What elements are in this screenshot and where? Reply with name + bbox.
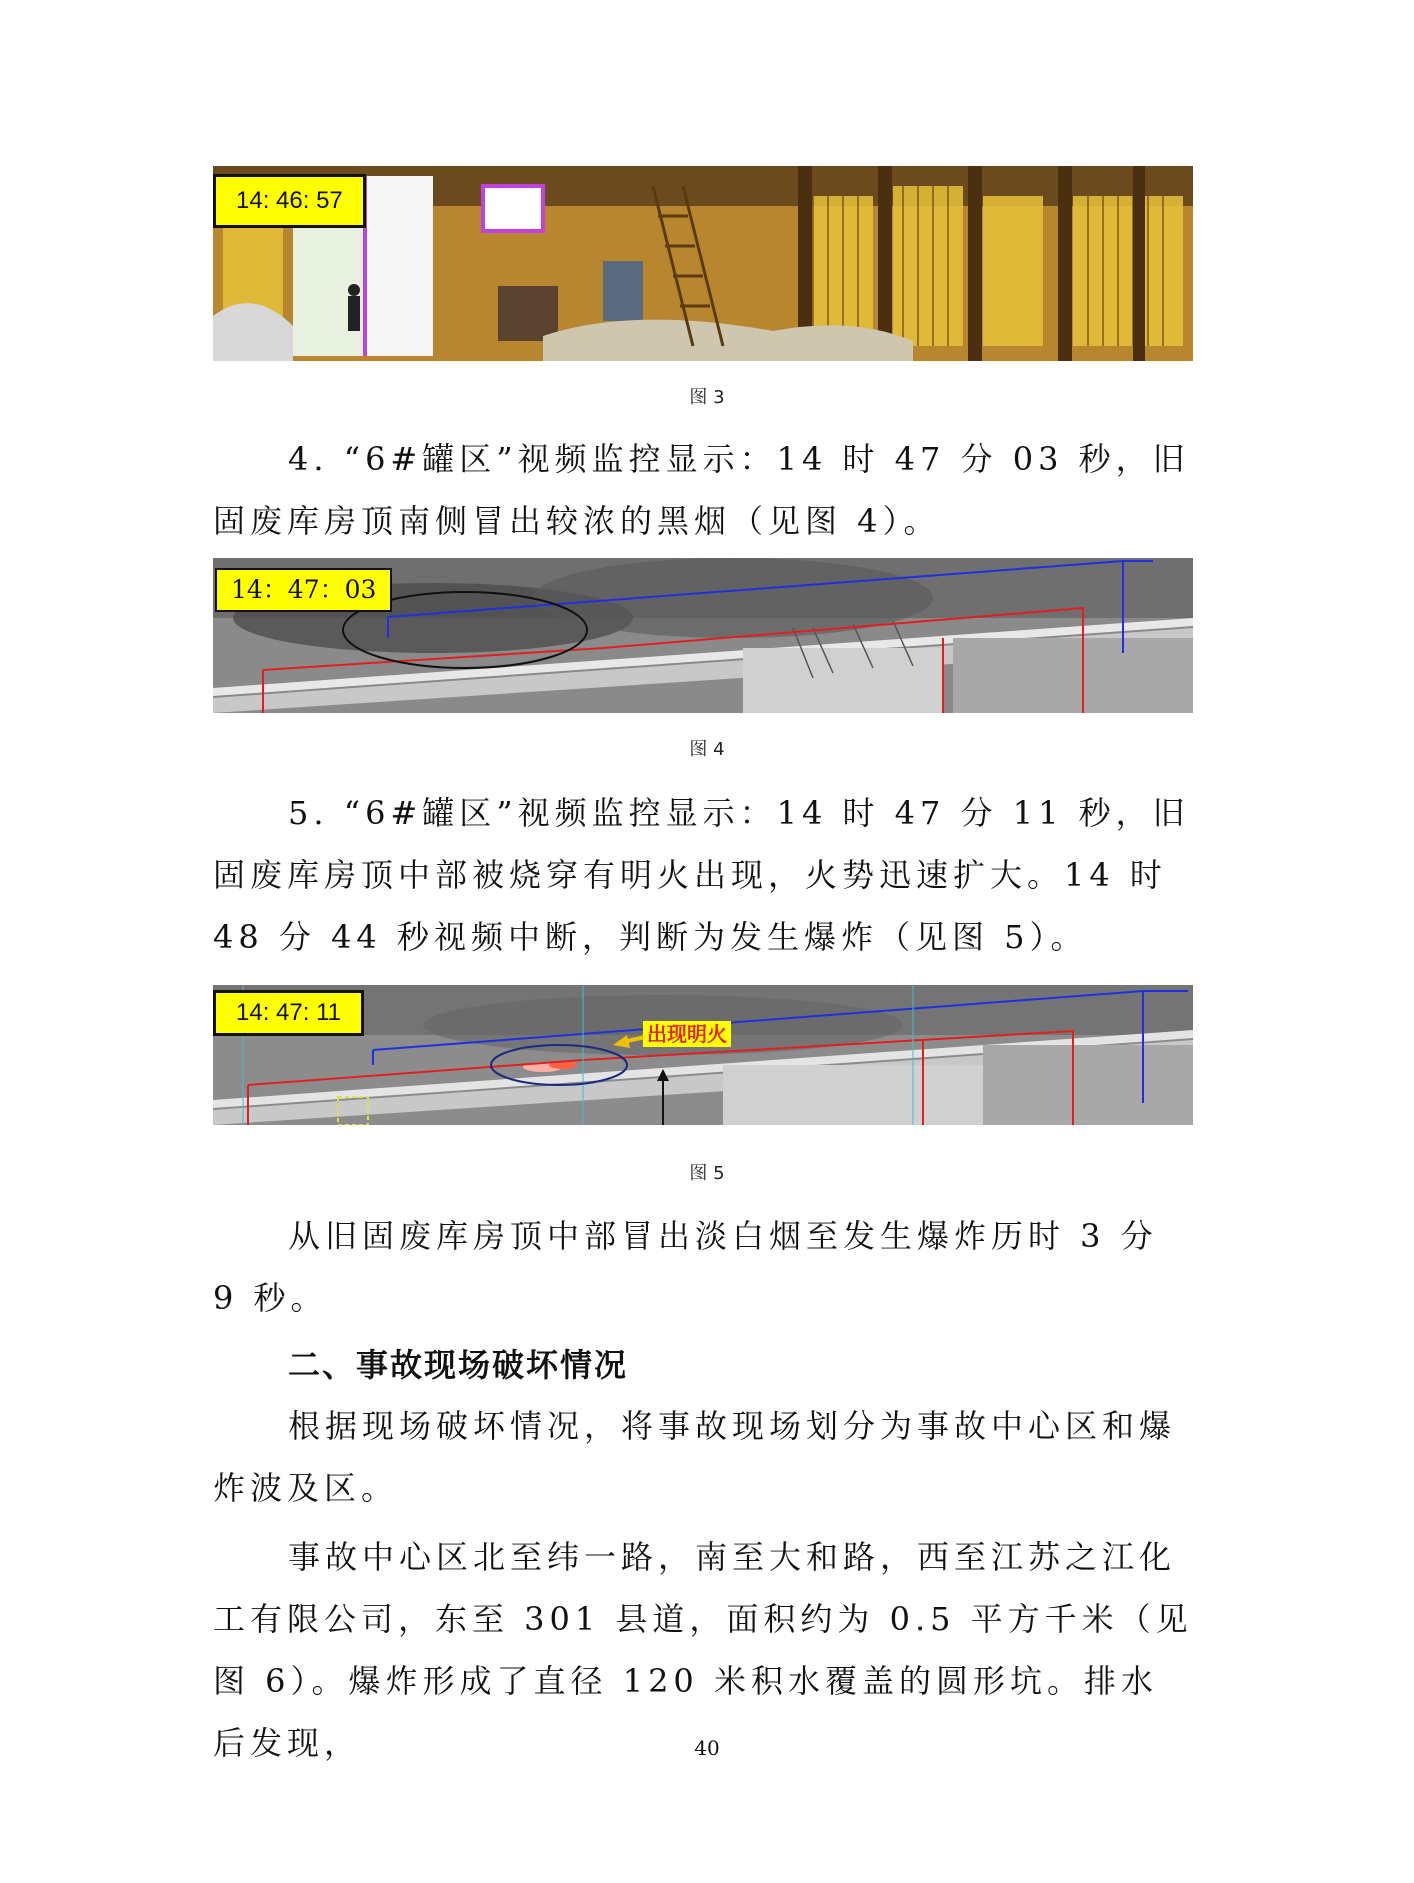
figure-4-photo xyxy=(213,558,1193,713)
figure-5-caption: 图 5 xyxy=(689,1163,725,1184)
figure-4-caption: 图 4 xyxy=(689,739,725,760)
paragraph-summary: 从旧固废库房顶中部冒出淡白烟至发生爆炸历时 3 分 9 秒。 xyxy=(213,1217,1158,1317)
paragraph-zones: 根据现场破坏情况，将事故现场划分为事故中心区和爆炸波及区。 xyxy=(213,1407,1177,1507)
figure-4-timestamp: 14：47：03 xyxy=(215,568,392,612)
paragraph-5: 5. “6#罐区”视频监控显示：14 时 47 分 11 秒，旧固废库房顶中部被烧穿有明火出现，火势迅速扩大。14 时 48 分 44 秒视频中断，判断为发生爆炸（见图 5）。 xyxy=(213,794,1190,956)
paragraph-center-zone: 事故中心区北至纬一路，南至大和路，西至江苏之江化工有限公司，东至 301 县道，面积约为 0.5 平方千米（见图 6）。爆炸形成了直径 120 米积水覆盖的圆形坑。排水后发现， xyxy=(213,1538,1193,1762)
figure-5-timestamp: 14: 47: 11 xyxy=(213,990,364,1036)
figure-5-photo xyxy=(213,985,1193,1125)
fire-annotation-label: 出现明火 xyxy=(643,1021,731,1047)
paragraph-4: 4. “6#罐区”视频监控显示：14 时 47 分 03 秒，旧固废库房顶南侧冒出较浓的黑烟（见图 4）。 xyxy=(213,440,1190,540)
page-number: 40 xyxy=(694,1736,720,1760)
figure-3-caption: 图 3 xyxy=(689,387,725,408)
figure-3-timestamp: 14: 46: 57 xyxy=(213,174,366,228)
section-heading: 二、事故现场破坏情况 xyxy=(288,1346,629,1384)
figure-3-photo xyxy=(213,166,1193,361)
